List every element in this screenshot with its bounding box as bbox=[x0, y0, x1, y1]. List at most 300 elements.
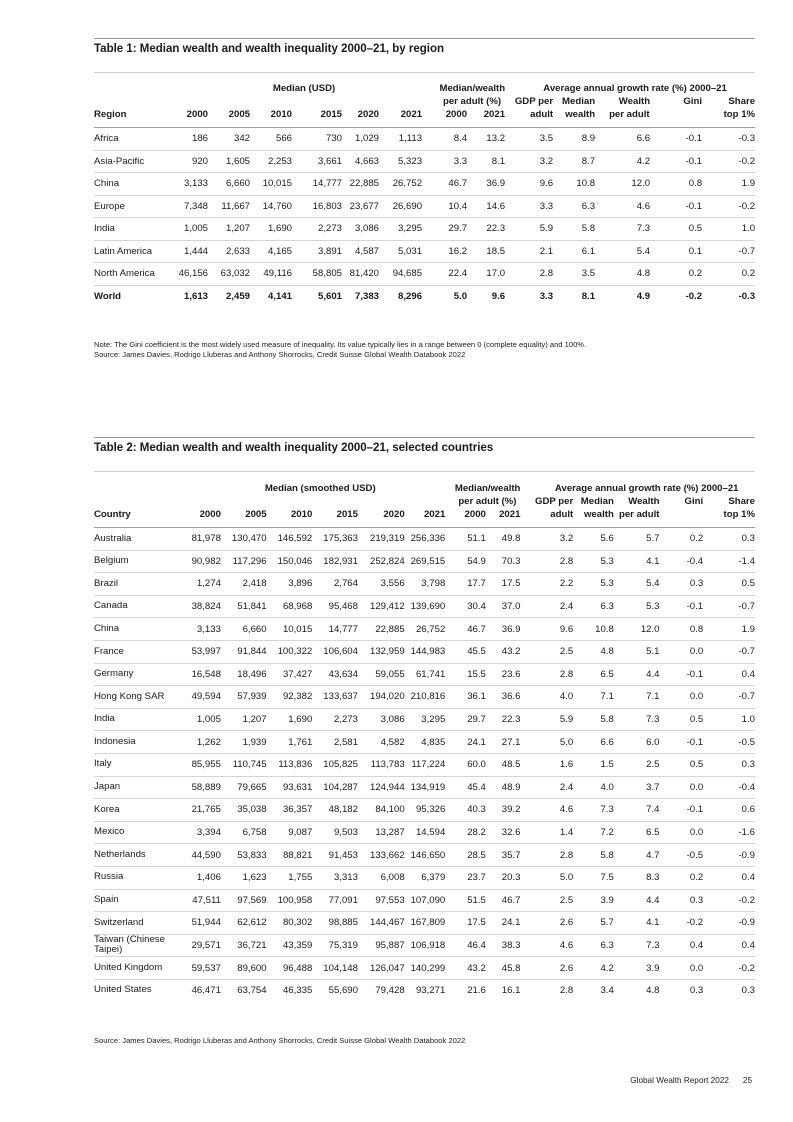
value-cell: 144,983 bbox=[405, 640, 446, 663]
value-cell: 85,955 bbox=[175, 753, 221, 776]
row-label-cell: Brazil bbox=[94, 573, 175, 596]
value-cell: 4.1 bbox=[614, 550, 660, 573]
value-cell: 1.5 bbox=[573, 753, 614, 776]
value-cell: 0.3 bbox=[703, 753, 755, 776]
value-cell: -0.2 bbox=[703, 889, 755, 912]
value-cell: 27.1 bbox=[486, 731, 521, 754]
value-cell: 43.2 bbox=[445, 957, 486, 980]
value-cell: -1.4 bbox=[703, 550, 755, 573]
value-cell: -0.5 bbox=[703, 731, 755, 754]
value-cell: 2.4 bbox=[520, 595, 573, 618]
table-2-note bbox=[94, 1036, 465, 1046]
header-gini-spacer bbox=[650, 108, 702, 128]
page-number: 25 bbox=[742, 1076, 752, 1085]
value-cell: 4.4 bbox=[614, 889, 660, 912]
value-cell: 1,207 bbox=[221, 708, 267, 731]
value-cell: 44,590 bbox=[175, 844, 221, 867]
value-cell: 0.8 bbox=[650, 173, 702, 196]
value-cell: 4,582 bbox=[358, 731, 405, 754]
table-row bbox=[94, 263, 755, 286]
value-cell: 16,803 bbox=[292, 195, 342, 218]
value-cell: 3,394 bbox=[175, 821, 221, 844]
row-label-cell: Korea bbox=[94, 799, 175, 822]
header-year: 2000 bbox=[166, 108, 208, 128]
header-share-1: Share bbox=[728, 496, 755, 507]
row-label-cell: India bbox=[94, 218, 166, 241]
value-cell: 2,459 bbox=[225, 290, 250, 302]
value-cell: 16.1 bbox=[501, 985, 521, 997]
header-country: Country bbox=[94, 508, 175, 528]
value-cell: 4.1 bbox=[614, 912, 660, 935]
value-cell: 1.4 bbox=[520, 821, 573, 844]
value-cell: 2,633 bbox=[208, 240, 250, 263]
value-cell: 6.6 bbox=[595, 128, 650, 151]
header-share-2: top 1% bbox=[702, 108, 755, 128]
value-cell: 1,690 bbox=[250, 218, 292, 241]
value-cell: 1.9 bbox=[703, 618, 755, 641]
value-cell: 59,537 bbox=[175, 957, 221, 980]
value-cell: 40.3 bbox=[445, 799, 486, 822]
value-cell: 23.6 bbox=[486, 663, 521, 686]
table-1-note-line: Note: The Gini coefficient is the most widely used measure of inequality. Its value typically lies in a range between 0 (complete equality) and 100%. bbox=[94, 340, 587, 349]
value-cell: 4.8 bbox=[573, 640, 614, 663]
value-cell: 90,982 bbox=[175, 550, 221, 573]
value-cell: 16.2 bbox=[422, 240, 467, 263]
value-cell: 5.3 bbox=[573, 550, 614, 573]
value-cell: 1,207 bbox=[208, 218, 250, 241]
value-cell: 0.4 bbox=[703, 663, 755, 686]
value-cell: 2,764 bbox=[312, 573, 358, 596]
header-region: Region bbox=[94, 108, 166, 128]
value-cell: -0.9 bbox=[703, 844, 755, 867]
value-cell: 150,046 bbox=[267, 550, 313, 573]
value-cell: 12.0 bbox=[614, 618, 660, 641]
value-cell: 8.1 bbox=[467, 150, 505, 173]
row-label-cell: Italy bbox=[94, 753, 175, 776]
value-cell: -0.4 bbox=[703, 776, 755, 799]
value-cell: 106,918 bbox=[405, 934, 446, 957]
value-cell: 17.7 bbox=[445, 573, 486, 596]
row-label-cell: World bbox=[94, 290, 122, 302]
value-cell: 9.6 bbox=[520, 618, 573, 641]
value-cell: 79,665 bbox=[221, 776, 267, 799]
value-cell: 22.3 bbox=[467, 218, 505, 241]
value-cell: 20.3 bbox=[486, 866, 521, 889]
value-cell: 342 bbox=[208, 128, 250, 151]
row-label-cell: France bbox=[94, 640, 175, 663]
table-row bbox=[94, 640, 755, 663]
value-cell: 5.9 bbox=[520, 708, 573, 731]
value-cell: 1,755 bbox=[267, 866, 313, 889]
header-group-growth: Average annual growth rate (%) 2000–21 bbox=[554, 483, 739, 494]
value-cell: 5.0 bbox=[453, 290, 468, 302]
row-label-cell: Spain bbox=[94, 889, 175, 912]
table-row bbox=[94, 618, 755, 641]
table-row bbox=[94, 285, 755, 307]
value-cell: 21,765 bbox=[175, 799, 221, 822]
value-cell: 7.3 bbox=[614, 708, 660, 731]
value-cell: 35.7 bbox=[486, 844, 521, 867]
value-cell: 15.5 bbox=[445, 663, 486, 686]
value-cell: -0.1 bbox=[650, 128, 702, 151]
value-cell: 48.9 bbox=[486, 776, 521, 799]
header-spacer bbox=[94, 482, 175, 495]
value-cell: 3.9 bbox=[614, 957, 660, 980]
value-cell: 9,503 bbox=[312, 821, 358, 844]
value-cell: 38,824 bbox=[175, 595, 221, 618]
row-label-cell: Taiwan (Chinese Taipei) bbox=[94, 934, 175, 957]
value-cell: 16,548 bbox=[175, 663, 221, 686]
table-1-top-rule bbox=[94, 38, 755, 39]
value-cell: 59,055 bbox=[358, 663, 405, 686]
value-cell: -1.6 bbox=[703, 821, 755, 844]
value-cell: 6.0 bbox=[614, 731, 660, 754]
value-cell: 54.9 bbox=[445, 550, 486, 573]
row-label-cell: Mexico bbox=[94, 821, 175, 844]
value-cell: 4.0 bbox=[520, 686, 573, 709]
value-cell: 9,087 bbox=[267, 821, 313, 844]
value-cell: -0.2 bbox=[702, 195, 755, 218]
header-gini-spacer bbox=[660, 508, 704, 528]
header-year: 2015 bbox=[312, 508, 358, 528]
header-year: 2020 bbox=[358, 508, 405, 528]
value-cell: 6.6 bbox=[573, 731, 614, 754]
value-cell: 0.5 bbox=[703, 573, 755, 596]
value-cell: 4,141 bbox=[267, 290, 292, 302]
table-1-title-rule bbox=[94, 72, 755, 73]
row-label-cell: Europe bbox=[94, 195, 166, 218]
value-cell: 3,661 bbox=[292, 150, 342, 173]
value-cell: 0.3 bbox=[660, 573, 704, 596]
value-cell: 6,008 bbox=[358, 866, 405, 889]
value-cell: 0.2 bbox=[702, 263, 755, 286]
value-cell: 7,348 bbox=[166, 195, 208, 218]
header-year: 2010 bbox=[267, 508, 313, 528]
value-cell: 4.9 bbox=[636, 290, 651, 302]
value-cell: 0.4 bbox=[660, 934, 704, 957]
row-label-cell: Latin America bbox=[94, 240, 166, 263]
table-row bbox=[94, 844, 755, 867]
value-cell: 5.3 bbox=[614, 595, 660, 618]
value-cell: 6,758 bbox=[221, 821, 267, 844]
value-cell: 2.2 bbox=[520, 573, 573, 596]
value-cell: 256,336 bbox=[405, 528, 446, 551]
value-cell: -0.7 bbox=[703, 686, 755, 709]
value-cell: 6.3 bbox=[573, 934, 614, 957]
row-label-cell: China bbox=[94, 618, 175, 641]
value-cell: 13,287 bbox=[358, 821, 405, 844]
table-row bbox=[94, 195, 755, 218]
value-cell: 53,997 bbox=[175, 640, 221, 663]
value-cell: 140,299 bbox=[405, 957, 446, 980]
table-row bbox=[94, 934, 755, 957]
row-label-cell: Belgium bbox=[94, 550, 175, 573]
report-name: Global Wealth Report 2022 bbox=[630, 1076, 729, 1085]
value-cell: 3.3 bbox=[422, 150, 467, 173]
value-cell: 0.0 bbox=[660, 776, 704, 799]
value-cell: 32.6 bbox=[486, 821, 521, 844]
value-cell: 0.2 bbox=[650, 263, 702, 286]
value-cell: 2.5 bbox=[520, 889, 573, 912]
value-cell: 133,637 bbox=[312, 686, 358, 709]
value-cell: 39.2 bbox=[486, 799, 521, 822]
value-cell: 7.1 bbox=[614, 686, 660, 709]
value-cell: 2.8 bbox=[505, 263, 553, 286]
table-row bbox=[94, 979, 755, 1001]
value-cell: 22.4 bbox=[422, 263, 467, 286]
value-cell: -0.2 bbox=[685, 290, 703, 302]
row-label-cell: Canada bbox=[94, 595, 175, 618]
header-ratio-year: 2021 bbox=[467, 108, 505, 128]
header-wealth-2: per adult bbox=[614, 508, 660, 528]
table-row bbox=[94, 889, 755, 912]
table-row bbox=[94, 550, 755, 573]
value-cell: 38.3 bbox=[486, 934, 521, 957]
value-cell: 4.8 bbox=[595, 263, 650, 286]
value-cell: 4.4 bbox=[614, 663, 660, 686]
row-label-cell: Switzerland bbox=[94, 912, 175, 935]
value-cell: 194,020 bbox=[358, 686, 405, 709]
value-cell: 3,086 bbox=[342, 218, 379, 241]
value-cell: 1,029 bbox=[342, 128, 379, 151]
value-cell: 14,760 bbox=[250, 195, 292, 218]
table-2-title-rule bbox=[94, 471, 755, 472]
value-cell: 920 bbox=[166, 150, 208, 173]
value-cell: 55,690 bbox=[328, 985, 358, 997]
header-share-2: top 1% bbox=[703, 508, 755, 528]
row-label-cell: Japan bbox=[94, 776, 175, 799]
value-cell: 46,156 bbox=[166, 263, 208, 286]
value-cell: 0.0 bbox=[660, 821, 704, 844]
value-cell: 0.5 bbox=[650, 218, 702, 241]
page-footer bbox=[616, 1076, 752, 1085]
value-cell: 26,752 bbox=[405, 618, 446, 641]
header-ratio-sub: per adult (%) bbox=[442, 96, 502, 107]
table-1 bbox=[94, 82, 755, 307]
header-ratio-sub: per adult (%) bbox=[458, 496, 517, 507]
value-cell: 17.5 bbox=[486, 573, 521, 596]
value-cell: 14,777 bbox=[312, 618, 358, 641]
value-cell: 28.5 bbox=[445, 844, 486, 867]
value-cell: 0.0 bbox=[660, 640, 704, 663]
value-cell: 100,958 bbox=[267, 889, 313, 912]
table-1-body bbox=[94, 128, 755, 308]
value-cell: -0.2 bbox=[660, 912, 704, 935]
value-cell: 1.0 bbox=[703, 708, 755, 731]
value-cell: 97,553 bbox=[358, 889, 405, 912]
row-label-cell: North America bbox=[94, 263, 166, 286]
row-label-cell: Netherlands bbox=[94, 844, 175, 867]
row-label-cell: India bbox=[94, 708, 175, 731]
value-cell: 22.3 bbox=[486, 708, 521, 731]
value-cell: 3,295 bbox=[405, 708, 446, 731]
value-cell: 6.5 bbox=[614, 821, 660, 844]
header-year: 2000 bbox=[175, 508, 221, 528]
value-cell: 18.5 bbox=[467, 240, 505, 263]
value-cell: 3.3 bbox=[539, 290, 554, 302]
value-cell: 8.7 bbox=[553, 150, 595, 173]
value-cell: 0.8 bbox=[660, 618, 704, 641]
value-cell: 84,100 bbox=[358, 799, 405, 822]
value-cell: 1,623 bbox=[221, 866, 267, 889]
value-cell: 3.2 bbox=[505, 150, 553, 173]
value-cell: 132,959 bbox=[358, 640, 405, 663]
value-cell: 96,488 bbox=[267, 957, 313, 980]
value-cell: 63,754 bbox=[237, 985, 267, 997]
table-2 bbox=[94, 482, 755, 1001]
value-cell: 1,690 bbox=[267, 708, 313, 731]
value-cell: -0.1 bbox=[660, 799, 704, 822]
value-cell: 10,015 bbox=[267, 618, 313, 641]
value-cell: -0.4 bbox=[660, 550, 704, 573]
value-cell: 6,660 bbox=[208, 173, 250, 196]
value-cell: 4.6 bbox=[595, 195, 650, 218]
value-cell: 88,821 bbox=[267, 844, 313, 867]
value-cell: 7.3 bbox=[595, 218, 650, 241]
value-cell: 3.5 bbox=[553, 263, 595, 286]
value-cell: 12.0 bbox=[595, 173, 650, 196]
value-cell: 139,690 bbox=[405, 595, 446, 618]
header-year: 2005 bbox=[221, 508, 267, 528]
value-cell: 75,319 bbox=[312, 934, 358, 957]
value-cell: 29.7 bbox=[445, 708, 486, 731]
value-cell: 91,453 bbox=[312, 844, 358, 867]
table-row bbox=[94, 708, 755, 731]
header-year: 2020 bbox=[342, 108, 379, 128]
value-cell: 0.5 bbox=[660, 708, 704, 731]
value-cell: 62,612 bbox=[221, 912, 267, 935]
value-cell: -0.1 bbox=[660, 663, 704, 686]
table-row bbox=[94, 528, 755, 551]
value-cell: 5.9 bbox=[505, 218, 553, 241]
row-label-cell: Africa bbox=[94, 128, 166, 151]
header-median-2: wealth bbox=[573, 508, 614, 528]
table-2-source-line: Source: James Davies, Rodrigo Lluberas and Anthony Shorrocks, Credit Suisse Global Wealth Databook 2022 bbox=[94, 1036, 466, 1045]
value-cell: 110,745 bbox=[221, 753, 267, 776]
value-cell: 106,604 bbox=[312, 640, 358, 663]
value-cell: 36.1 bbox=[445, 686, 486, 709]
value-cell: 1.0 bbox=[702, 218, 755, 241]
value-cell: 2.8 bbox=[520, 844, 573, 867]
value-cell: 730 bbox=[292, 128, 342, 151]
value-cell: 9.6 bbox=[505, 173, 553, 196]
header-group-growth: Average annual growth rate (%) 2000–21 bbox=[543, 83, 727, 94]
header-gdp-1: GDP per bbox=[514, 96, 554, 107]
value-cell: 46.7 bbox=[445, 618, 486, 641]
value-cell: 5.8 bbox=[553, 218, 595, 241]
value-cell: -0.1 bbox=[650, 150, 702, 173]
value-cell: 11,667 bbox=[208, 195, 250, 218]
table-row bbox=[94, 821, 755, 844]
value-cell: 24.1 bbox=[445, 731, 486, 754]
header-gdp-2: adult bbox=[520, 508, 573, 528]
value-cell: 4.2 bbox=[573, 957, 614, 980]
value-cell: -0.5 bbox=[660, 844, 704, 867]
value-cell: 219,319 bbox=[358, 528, 405, 551]
header-year: 2010 bbox=[250, 108, 292, 128]
value-cell: 0.1 bbox=[650, 240, 702, 263]
value-cell: 92,382 bbox=[267, 686, 313, 709]
value-cell: 10.4 bbox=[422, 195, 467, 218]
value-cell: 104,287 bbox=[312, 776, 358, 799]
value-cell: 79,428 bbox=[375, 985, 405, 997]
value-cell: 48,182 bbox=[312, 799, 358, 822]
value-cell: 46,335 bbox=[282, 985, 313, 997]
value-cell: 104,148 bbox=[312, 957, 358, 980]
row-label-cell: Australia bbox=[94, 528, 175, 551]
value-cell: 0.2 bbox=[660, 528, 704, 551]
value-cell: 0.5 bbox=[660, 753, 704, 776]
table-row bbox=[94, 595, 755, 618]
value-cell: 4.2 bbox=[595, 150, 650, 173]
value-cell: -0.7 bbox=[702, 240, 755, 263]
value-cell: 7.5 bbox=[573, 866, 614, 889]
value-cell: 43.2 bbox=[486, 640, 521, 663]
value-cell: 146,592 bbox=[267, 528, 313, 551]
value-cell: 0.4 bbox=[703, 866, 755, 889]
value-cell: 51,841 bbox=[221, 595, 267, 618]
value-cell: 0.3 bbox=[741, 985, 755, 997]
value-cell: 13.2 bbox=[467, 128, 505, 151]
value-cell: 23.7 bbox=[445, 866, 486, 889]
row-label-cell: Hong Kong SAR bbox=[94, 686, 175, 709]
value-cell: 4,587 bbox=[342, 240, 379, 263]
row-label-cell: Indonesia bbox=[94, 731, 175, 754]
value-cell: 6.3 bbox=[553, 195, 595, 218]
value-cell: 36.6 bbox=[486, 686, 521, 709]
value-cell: 6,379 bbox=[405, 866, 446, 889]
value-cell: 29,571 bbox=[175, 934, 221, 957]
value-cell: 5.8 bbox=[573, 844, 614, 867]
value-cell: 36.9 bbox=[486, 618, 521, 641]
header-wealth-1: Wealth bbox=[628, 496, 660, 507]
value-cell: 1,613 bbox=[183, 290, 208, 302]
value-cell: 45.4 bbox=[445, 776, 486, 799]
table-row bbox=[94, 218, 755, 241]
table-row bbox=[94, 150, 755, 173]
value-cell: 51,944 bbox=[175, 912, 221, 935]
value-cell: 5.8 bbox=[573, 708, 614, 731]
value-cell: 45.8 bbox=[486, 957, 521, 980]
value-cell: 28.2 bbox=[445, 821, 486, 844]
value-cell: 46.7 bbox=[486, 889, 521, 912]
value-cell: 58,889 bbox=[175, 776, 221, 799]
value-cell: 22,885 bbox=[342, 173, 379, 196]
value-cell: 1,113 bbox=[379, 128, 422, 151]
value-cell: 5.6 bbox=[573, 528, 614, 551]
value-cell: 5.1 bbox=[614, 640, 660, 663]
table-row bbox=[94, 957, 755, 980]
value-cell: 1,605 bbox=[208, 150, 250, 173]
value-cell: 37.0 bbox=[486, 595, 521, 618]
value-cell: 43,634 bbox=[312, 663, 358, 686]
value-cell: 51.5 bbox=[445, 889, 486, 912]
value-cell: 3,891 bbox=[292, 240, 342, 263]
value-cell: 186 bbox=[166, 128, 208, 151]
value-cell: 26,690 bbox=[379, 195, 422, 218]
value-cell: 29.7 bbox=[422, 218, 467, 241]
value-cell: 8.1 bbox=[581, 290, 596, 302]
row-label-cell: Germany bbox=[94, 663, 175, 686]
value-cell: 0.3 bbox=[703, 528, 755, 551]
table-2-block bbox=[94, 437, 755, 1001]
table-1-title: Table 1: Median wealth and wealth inequality 2000–21, by region bbox=[94, 43, 444, 55]
value-cell: 7.1 bbox=[573, 686, 614, 709]
header-median-1: Median bbox=[580, 496, 614, 507]
value-cell: 100,322 bbox=[267, 640, 313, 663]
value-cell: 46,471 bbox=[191, 985, 221, 997]
table-row bbox=[94, 240, 755, 263]
